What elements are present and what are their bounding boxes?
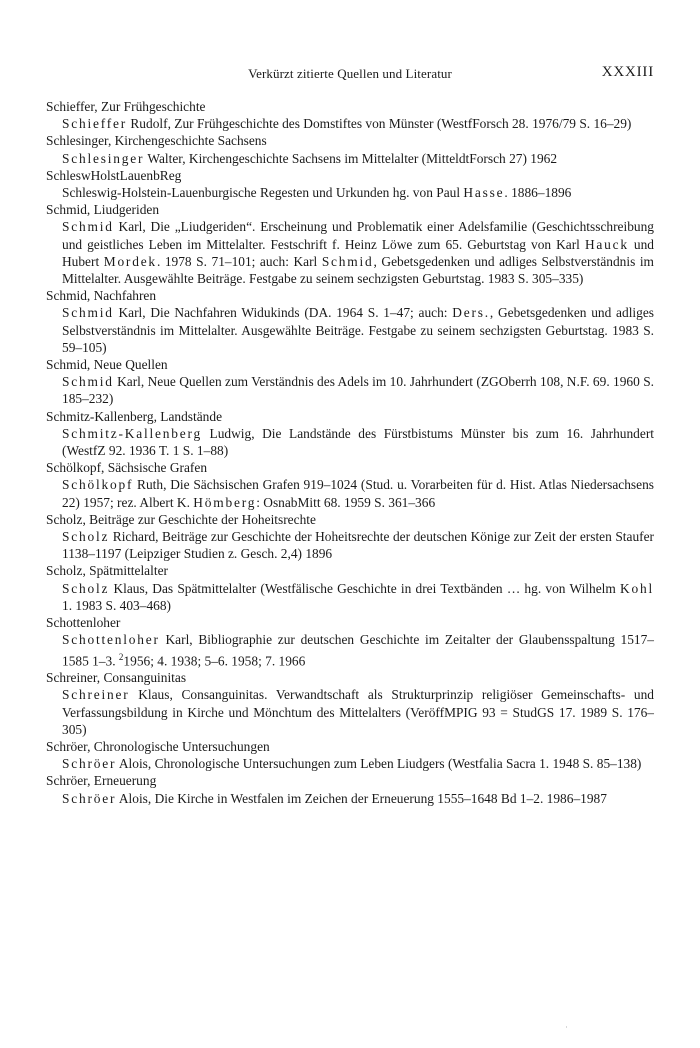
- citation-text: Rudolf, Zur Frühgeschichte des Domstiftes von Münster (WestfForsch 28. 1976/79 S. 16–29): [127, 116, 632, 132]
- citation-text: Alois, Chronologische Untersuchungen zum Leben Liudgers (Westfalia Sacra 1. 1948 S. 85–138): [116, 756, 642, 772]
- citation-text: Ludwig, Die Landstände des Fürstbistums Münster bis zum 16. Jahrhundert (WestfZ 92. 1936 T. 1 S. 1–88): [62, 425, 654, 459]
- page-number: XXXIII: [601, 64, 654, 80]
- citation-text: Richard, Beiträge zur Geschichte der Hoheitsrechte der deutschen Könige zur Zeit der ersten Staufer 1138–1197 (Leipziger Studien z. Gesch. 2,4) 1896: [62, 529, 654, 562]
- short-title: Schreiner, Consanguinitas: [46, 670, 187, 686]
- bib-entry-scholz-beitraege: [46, 511, 654, 563]
- short-title: Schölkopf, Sächsische Grafen: [46, 460, 208, 476]
- short-title: Scholz, Spätmittelalter: [46, 563, 168, 579]
- author-name: Schölkopf: [62, 477, 134, 493]
- full-citation: [46, 425, 654, 459]
- running-title: Verkürzt zitierte Quellen und Literatur: [248, 66, 452, 81]
- scan-mark: [566, 1026, 567, 1028]
- short-title: Schmid, Liudgeriden: [46, 202, 160, 218]
- bib-entry-schottenloher: [46, 614, 654, 669]
- author-name: Schröer: [62, 756, 117, 772]
- edition-superscript: 2: [118, 651, 124, 662]
- citation-text: : OsnabMitt 68. 1959 S. 361–366: [256, 494, 436, 510]
- citation-text: Schleswig-Holstein-Lauenburgische Regesten und Urkunden hg. von Paul: [62, 185, 464, 201]
- full-citation: [46, 580, 654, 614]
- full-citation: [46, 150, 654, 167]
- citation-text: , Gebetsgedenken und adliges Selbstverständnis im Mittelalter. Ausgewählte Beiträge. Festgabe zu seinem sechzigsten Geburtstag. 1983 S. 305–335): [62, 253, 654, 287]
- citation-text: . 1978 S. 71–101; auch: Karl: [156, 253, 322, 269]
- full-citation: [46, 755, 654, 772]
- full-citation: [46, 528, 654, 562]
- author-name: Schottenloher: [62, 632, 160, 648]
- short-title: Schmitz-Kallenberg, Landstände: [46, 408, 223, 424]
- bib-entry-scholz-spaetmittelalter: [46, 562, 654, 614]
- short-title: Schröer, Erneuerung: [46, 773, 157, 789]
- bib-entry-schroeer-erneuerung: [46, 772, 654, 806]
- citation-text: 1956; 4. 1938; 5–6. 1958; 7. 1966: [123, 652, 306, 668]
- citation-text: , Gebetsgedenken und adliges Selbstverständnis im Mittelalter. Ausgewählte Beiträge. Festgabe zu seinem sechzigsten Geburtstag. 1983 S. 59–105): [62, 305, 654, 355]
- full-citation: [46, 304, 654, 356]
- citation-text: Karl, Die „Liudgeriden“. Erscheinung und Problematik einer Adelsfamilie (Geschichtsschreibung und geistliches Leben im Mittelalter. Festschrift f. Heinz Löwe zum 65. Geburtstag von Karl: [62, 219, 654, 252]
- citation-text: Karl, Die Nachfahren Widukinds (DA. 1964 S. 1–47; auch:: [113, 305, 453, 321]
- citation-text: Karl, Bibliographie zur deutschen Geschichte im Zeitalter der Glaubensspaltung 1517–1585 1–3.: [62, 632, 654, 668]
- author-name: Ders.: [452, 305, 490, 321]
- author-name: Schlesinger: [62, 150, 145, 166]
- bib-entry-schroeer-chronologische: [46, 738, 654, 772]
- full-citation: [46, 115, 654, 132]
- short-title: Schieffer, Zur Frühgeschichte: [46, 99, 206, 114]
- bibliography-list: [46, 98, 654, 807]
- author-name: Schmid: [321, 253, 374, 269]
- bib-entry-schmitz-kallenberg: [46, 408, 654, 460]
- bib-entry-schlesinger: [46, 132, 654, 166]
- bib-entry-schmid-neue-quellen: [46, 356, 654, 408]
- author-name: Schieffer: [62, 116, 128, 132]
- citation-text: Klaus, Consanguinitas. Verwandtschaft als Strukturprinzip religiöser Gemeinschafts- und Verfassungsbildung in Kirche und Mönchtum des Mittelalters (VeröffMPIG 93 = StudGS 17. 1989 S. 176–305): [62, 687, 654, 737]
- author-name: Scholz: [62, 529, 110, 545]
- author-name: Schmid: [62, 374, 114, 390]
- author-name: Schröer: [62, 790, 117, 806]
- full-citation: [46, 476, 654, 510]
- full-citation: [46, 686, 654, 738]
- short-title: Schmid, Neue Quellen: [46, 357, 168, 373]
- author-name: Schmid: [62, 219, 114, 235]
- editor-name: Kohl: [620, 580, 654, 596]
- citation-text: . 1886–1896: [504, 185, 572, 201]
- bib-entry-schoelkopf: [46, 459, 654, 511]
- full-citation: [46, 631, 654, 669]
- full-citation: [46, 218, 654, 287]
- short-title: Scholz, Beiträge zur Geschichte der Hoheitsrechte: [46, 511, 316, 527]
- citation-text: Klaus, Das Spätmittelalter (Westfälische Geschichte in drei Textbänden … hg. von Wilhelm: [109, 580, 621, 596]
- short-title: Schottenloher: [46, 615, 121, 631]
- citation-text: Karl, Neue Quellen zum Verständnis des Adels im 10. Jahrhundert (ZGOberrh 108, N.F. 69. 1960 S. 185–232): [62, 374, 654, 407]
- bib-entry-schmid-nachfahren: [46, 287, 654, 356]
- citation-text: Alois, Die Kirche in Westfalen im Zeichen der Erneuerung 1555–1648 Bd 1–2. 1986–1987: [116, 790, 607, 806]
- short-title: Schmid, Nachfahren: [46, 288, 157, 304]
- citation-text: Ruth, Die Sächsischen Grafen 919–1024 (Stud. u. Vorarbeiten für d. Hist. Atlas Niedersachsens 22) 1957; rez. Albert K.: [62, 477, 654, 510]
- author-name: Schreiner: [62, 687, 130, 703]
- citation-text: und Hubert: [62, 236, 655, 269]
- bib-entry-schreiner: [46, 669, 654, 738]
- bib-entry-schleswholst: [46, 167, 654, 201]
- citation-text: Walter, Kirchengeschichte Sachsens im Mittelalter (MitteldtForsch 27) 1962: [144, 150, 558, 166]
- full-citation: [46, 184, 654, 201]
- editor-name: Hauck: [584, 236, 629, 252]
- author-name: Schmitz-Kallenberg: [62, 425, 202, 441]
- full-citation: [46, 373, 654, 407]
- bib-entry-schieffer: [46, 98, 654, 132]
- bib-entry-schmid-liudgeriden: [46, 201, 654, 287]
- author-name: Scholz: [62, 580, 110, 596]
- full-citation: [46, 790, 654, 807]
- short-title: Schlesinger, Kirchengeschichte Sachsens: [46, 133, 267, 149]
- editor-name: Mordek: [103, 253, 157, 269]
- reviewer-name: Hömberg: [193, 494, 257, 510]
- author-name: Schmid: [62, 305, 114, 321]
- page-header: [46, 64, 654, 84]
- citation-text: 1. 1983 S. 403–468): [62, 597, 171, 613]
- editor-name: Hasse: [463, 185, 505, 201]
- short-title: Schröer, Chronologische Untersuchungen: [46, 738, 270, 754]
- short-title: SchleswHolstLauenbReg: [46, 167, 182, 183]
